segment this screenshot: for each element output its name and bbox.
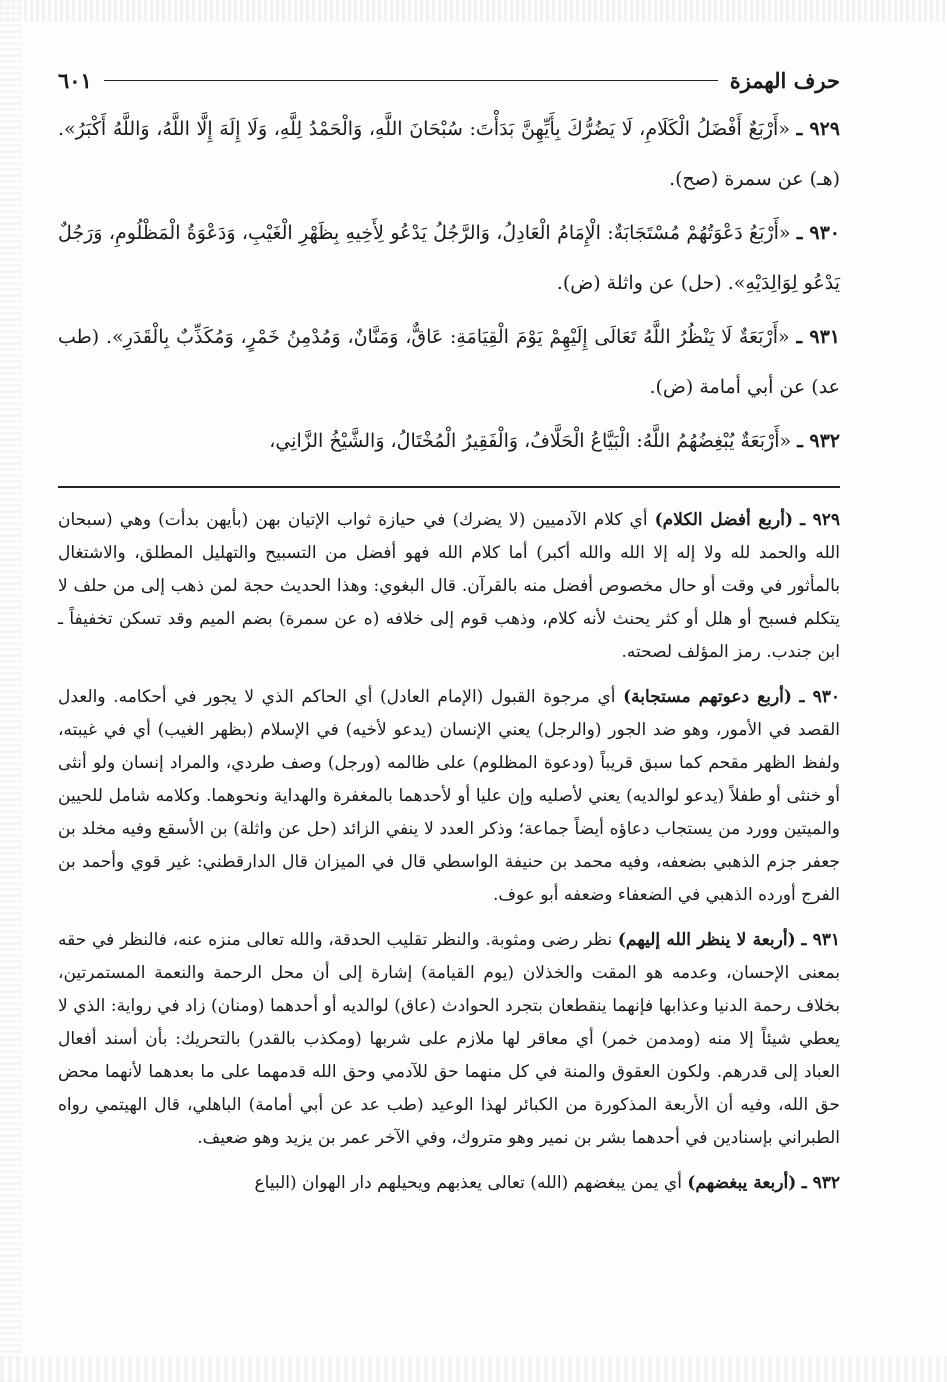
page-header [58,62,840,98]
commentary-entry [58,681,840,912]
commentary-lead: (أربعة يبغضهم) [687,1173,797,1193]
hadith-entry [58,416,840,466]
hadith-number: ٩٣١ ـ [796,326,840,348]
commentary-lead: (أربع دعوتهم مستجابة) [623,687,792,707]
hadith-text: «أَرْبَعُ دَعْوَتُهُمْ مُسْتَجَابَةٌ: الْإِمَامُ الْعَادِلُ، وَالرَّجُلُ يَدْعُو لِأَخِيهِ بِظَهْرِ الْغَيْبِ، وَدَعْوَةُ الْمَظْلُومِ، وَرَجُلٌ يَدْعُو لِوَالِدَيْهِ». (حل) عن واثلة (ض). [58,222,840,294]
hadith-section [58,104,840,466]
book-page [58,62,840,1212]
chapter-title: حرف الهمزة [729,67,840,93]
scan-edge-left [0,0,22,1382]
commentary-lead: (أربعة لا ينظر الله إليهم) [617,930,796,950]
commentary-entry [58,924,840,1155]
hadith-number: ٩٣٠ ـ [796,222,841,244]
section-divider [58,486,840,488]
commentary-entry [58,1167,840,1200]
scan-edge-top [0,0,947,22]
commentary-number: ٩٣١ ـ [801,930,840,950]
commentary-text: نظر رضى ومثوبة. والنظر تقليب الحدقة، والله تعالى منزه عنه، فالنظر في حقه بمعنى الإحسان، وعدمه هو المقت والخذلان (يوم القيامة) إشارة إلى أن محل الرحمة والنعمة المستمرتين، بخلاف رحمة الدنيا وعذابها فإنهما ينقطعان بتجرد الحوادث (عاق) لوالديه أو أحدهما (ومنان) زاد في رواية: الذي لا يعطي شيئاً إلا منه (ومدمن خمر) أي معاقر لها ملازم على شربها (ومكذب بالقدر) بالتحريك: بأن أسند أفعال العباد إلى قدرهم. ولكون العقوق والمنة في كل منهما حق للآدمي وحق الله قدمهما على ما بعدهما لأنهما محض حق الله، وفيه أن الأربعة المذكورة من الكبائر لهذا الوعيد (طب عد عن أبي أمامة) الباهلي، قال الهيتمي رواه الطبراني بإسنادين في أحدهما بشر بن نمير وهو متروك، وفي الآخر عمر بن يزيد وهو ضعيف. [58,930,840,1148]
commentary-number: ٩٣٠ ـ [799,687,841,707]
hadith-text: «أَرْبَعٌ أَفْضَلُ الْكَلَامِ، لَا يَضُرُّكَ بِأَيِّهِنَّ بَدَأْتَ: سُبْحَانَ اللَّهِ، وَالْحَمْدُ لِلَّهِ، وَلَا إِلَهَ إِلَّا اللَّهُ، وَاللَّهُ أَكْبَرُ». (هـ) عن سمرة (صح). [58,118,840,190]
header-rule [104,80,718,81]
hadith-entry [58,208,840,308]
commentary-section [58,504,840,1200]
commentary-lead: (أربع أفضل الكلام) [654,510,793,530]
page-number: ٦٠١ [58,67,92,93]
commentary-entry [58,504,840,669]
commentary-text: أي مرجوة القبول (الإمام العادل) أي الحاكم الذي لا يجور في أحكامه. والعدل القصد في الأمور، وهو ضد الجور (والرجل) يعني الإنسان (يدعو لأخيه) في الإسلام (بظهر الغيب) أي في غيبته، ولفظ الظهر مقحم كما سبق قريباً (ودعوة المظلوم) على ظالمه (ورجل) وصف طردي، والمراد إنسان ولو أنثى أو خنثى أو طفلاً (يدعو لوالديه) يعني لأصليه وإن عليا أو لأحدهما بالمغفرة والهداية ونحوهما. وكلامه شامل للحيين والميتين وورد من يستجاب دعاؤه أيضاً جماعة؛ وذكر العدد لا ينفي الزائد (حل عن واثلة) بن الأسقع وفيه مخلد بن جعفر جزم الذهبي بضعفه، وفيه محمد بن حنيفة الواسطي قال في الميزان قال الدارقطني: غير قوي وأحمد بن الفرج أورده الذهبي في الضعفاء وضعفه أبو عوف. [58,687,840,905]
commentary-text: أي يمن يبغضهم (الله) تعالى يعذبهم ويحيلهم دار الهوان (البياع [254,1173,682,1193]
scan-edge-bottom [0,1356,947,1382]
hadith-text: «أَرْبَعَةٌ يُبْغِضُهُمُ اللَّهُ: الْبَيَّاعُ الْحَلَّافُ، وَالْفَقِيرُ الْمُخْتَالُ، وَالشَّيْخُ الزَّانِي، [269,430,792,452]
hadith-number: ٩٣٢ ـ [797,430,840,452]
commentary-number: ٩٢٩ ـ [800,510,841,530]
hadith-text: «أَرْبَعَةٌ لَا يَنْظُرُ اللَّهُ تَعَالَى إِلَيْهِمْ يَوْمَ الْقِيَامَةِ: عَاقٌّ، وَمَنَّانٌ، وَمُدْمِنُ خَمْرٍ، وَمُكَذِّبٌ بِالْقَدَرِ». (طب عد) عن أبي أمامة (ض). [58,326,840,398]
hadith-number: ٩٢٩ ـ [796,118,840,140]
commentary-text: أي كلام الآدميين (لا يضرك) في حيازة ثواب الإتيان بهن (بأيهن بدأت) وهي (سبحان الله والحمد لله ولا إله إلا الله والله أكبر) أما كلام الله فهو أفضل من التسبيح والتهليل المطلق، والاشتغال بالمأثور في وقت أو حال مخصوص أفضل منه بالقرآن. قال البغوي: وهذا الحديث حجة لمن ذهب إلى من حلف لا يتكلم فسبح أو هلل أو كثر يحنث لأنه كلام، وذهب قوم إلى خلافه (ه عن سمرة) بضم الميم وقد تسكن تخفيفاً ـ ابن جندب. رمز المؤلف لصحته. [58,510,840,662]
hadith-entry [58,312,840,412]
hadith-entry [58,104,840,204]
commentary-number: ٩٣٢ ـ [801,1173,840,1193]
